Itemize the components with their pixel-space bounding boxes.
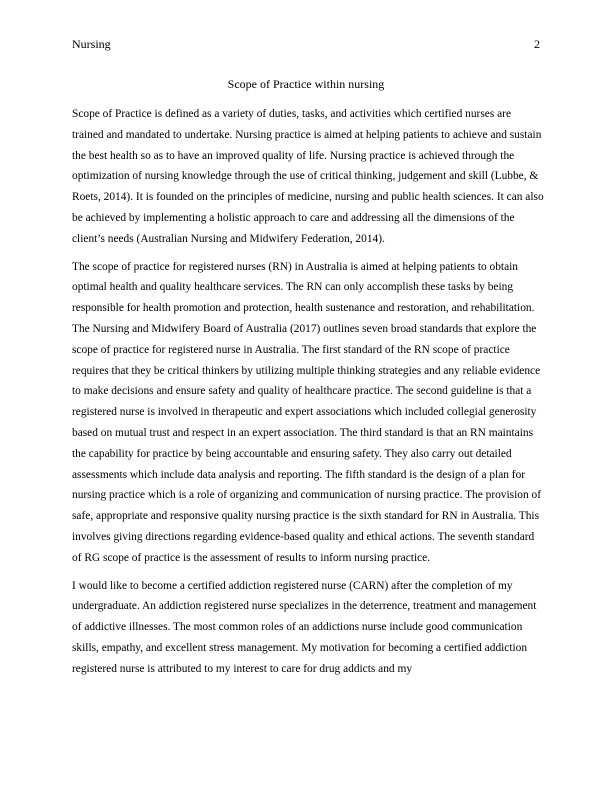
page-number: 2 [534, 37, 540, 51]
document-title: Scope of Practice within nursing [227, 77, 385, 91]
document-body [72, 104, 544, 687]
running-head: Nursing [72, 37, 111, 51]
paragraph-1: Scope of Practice is defined as a variety of duties, tasks, and activities which certified nurses are trained and mandated to undertake. Nursing practice is aimed at helping patients to achieve and sustain the best health so as to have an improved quality of life. Nursing practice is achieved through the optimization of nursing knowledge through the use of critical thinking, judgement and skill (Lubbe, & Roets, 2014). It is founded on the principles of medicine, nursing and public health sciences. It can also be achieved by implementing a holistic approach to care and addressing all the dimensions of the client’s needs (Australian Nursing and Midwifery Federation, 2014). [72, 108, 544, 245]
paragraph-2: The scope of practice for registered nurses (RN) in Australia is aimed at helping patients to obtain optimal health and quality healthcare services. The RN can only accomplish these tasks by being responsible for health promotion and protection, health sustenance and restoration, and rehabilitation. The Nursing and Midwifery Board of Australia (2017) outlines seven broad standards that explore the scope of practice for registered nurse in Australia. The first standard of the RN scope of practice requires that they be critical thinkers by utilizing multiple thinking strategies and any reliable evidence to make decisions and ensure safety and quality of healthcare practice. The second guideline is that a registered nurse is involved in therapeutic and expert associations which included collegial generosity based on mutual trust and respect in an expert association. The third standard is that an RN maintains the capability for practice by being accountable and ensuring safety. They also carry out detailed assessments which include data analysis and reporting. The fifth standard is the design of a plan for nursing practice which is a role of organizing and communication of nursing practice. The provision of safe, appropriate and responsive quality nursing practice is the sixth standard for RN in Australia. This involves giving directions regarding evidence-based quality and ethical actions. The seventh standard of RG scope of practice is the assessment of results to inform nursing practice. [72, 260, 541, 564]
paragraph-3: I would like to become a certified addiction registered nurse (CARN) after the completion of my undergraduate. An addiction registered nurse specializes in the deterrence, treatment and management of addictive illnesses. The most common roles of an addictions nurse include good communication skills, empathy, and excellent stress management. My motivation for becoming a certified addiction registered nurse is attributed to my interest to care for drug addicts and my [72, 579, 537, 675]
